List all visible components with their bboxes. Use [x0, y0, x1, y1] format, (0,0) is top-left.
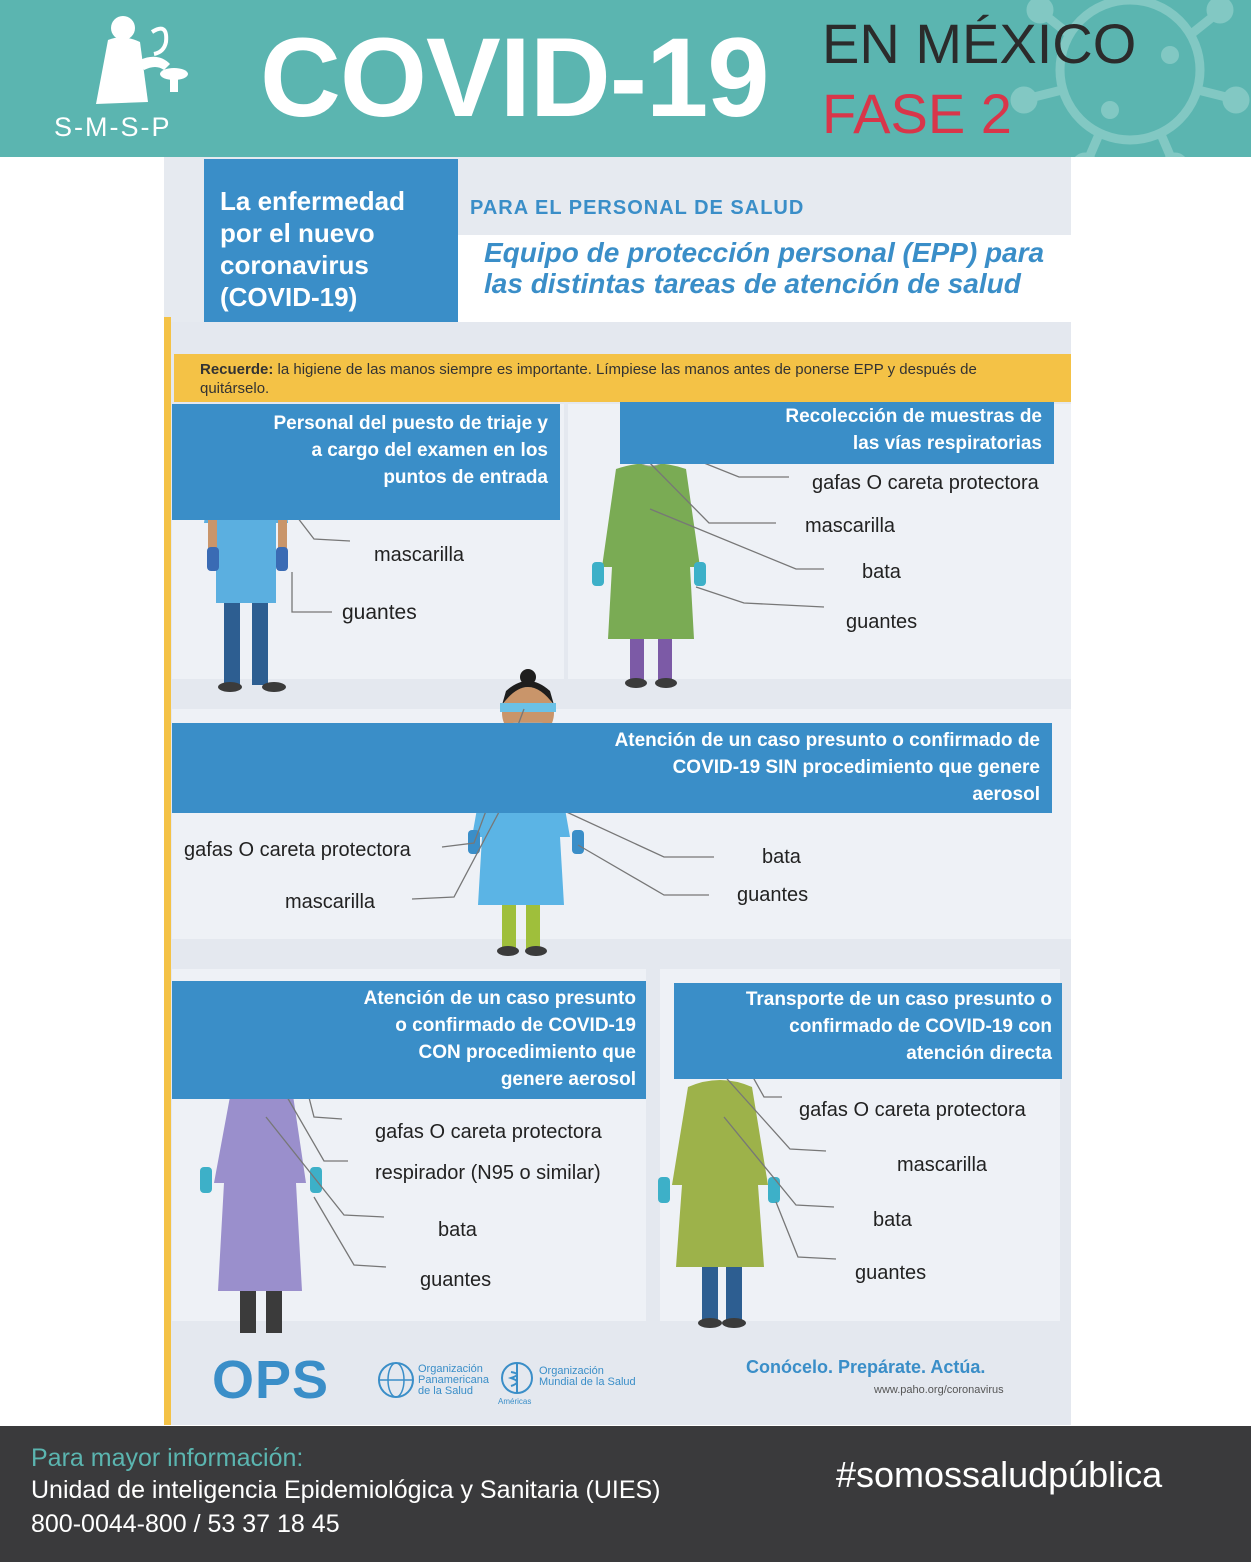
reminder-text: la higiene de las manos siempre es importante. Límpiese las manos antes de ponerse EPP y después de quitárselo. [200, 361, 977, 397]
no-aerosol-label-goggles: gafas O careta protectora [184, 839, 411, 861]
footer [0, 1426, 1251, 1562]
poster-subtitle: Equipo de protección personal (EPP) para las distintas tareas de atención de salud [484, 237, 1045, 299]
transport-title: Transporte de un caso presunto o confirmado de COVID-19 con atención directa [674, 983, 1062, 1079]
samples-label-gown: bata [862, 561, 901, 583]
aerosol-label-respirator: respirador (N95 o similar) [375, 1162, 601, 1184]
samples-label-mask: mascarilla [805, 515, 896, 537]
footer-hashtag: #somossaludpública [836, 1454, 1163, 1495]
aerosol-title: Atención de un caso presunto o confirmado de COVID-19 CON procedimiento que genere aerosol [172, 981, 646, 1099]
triage-label-mask: mascarilla [374, 544, 465, 566]
footer-info-label: Para mayor información: [31, 1444, 304, 1472]
smsp-logo-text: S-M-S-P [54, 112, 172, 142]
no-aerosol-label-mask: mascarilla [285, 891, 376, 913]
reminder-bold: Recuerde: [200, 361, 274, 378]
no-aerosol-label-gown: bata [762, 846, 801, 868]
transport-label-mask: mascarilla [897, 1154, 988, 1176]
footer-phone-numbers: 800-0044-800 / 53 37 18 45 [31, 1510, 340, 1538]
transport-label-gown: bata [873, 1209, 912, 1231]
samples-label-goggles: gafas O careta protectora [812, 472, 1039, 494]
aerosol-label-gloves: guantes [420, 1269, 492, 1291]
aerosol-label-goggles: gafas O careta protectora [375, 1121, 602, 1143]
who-emblem-icon [498, 1360, 536, 1396]
left-stripe [164, 317, 171, 1425]
aerosol-label-gown: bata [438, 1219, 477, 1241]
ops-logo: OPS [212, 1350, 330, 1410]
footer-unit-name: Unidad de inteligencia Epidemiológica y Sanitaria (UIES) [31, 1476, 661, 1504]
triage-label-gloves: guantes [342, 601, 417, 624]
no-aerosol-label-gloves: guantes [737, 884, 809, 906]
paho-url[interactable]: www.paho.org/coronavirus [874, 1384, 1004, 1396]
ppe-poster [164, 157, 1071, 1425]
paho-globe-icon [376, 1360, 416, 1400]
header [0, 0, 1251, 157]
smsp-logo-icon [78, 12, 198, 110]
transport-label-gloves: guantes [855, 1262, 927, 1284]
samples-label-gloves: guantes [846, 611, 918, 633]
triage-title: Personal del puesto de triaje y a cargo del examen en los puntos de entrada [172, 404, 560, 520]
country-title: EN MÉXICO [822, 12, 1137, 75]
transport-label-goggles: gafas O careta protectora [799, 1099, 1026, 1121]
samples-title: Recolección de muestras de las vías respiratorias [620, 402, 1054, 464]
who-region: Américas [498, 1397, 532, 1406]
no-aerosol-title: Atención de un caso presunto o confirmado de COVID-19 SIN procedimiento que genere aerosol [172, 723, 1052, 813]
reminder-banner [174, 354, 1071, 402]
who-name: Organización Mundial de la Salud [539, 1365, 636, 1388]
intro-box: La enfermedad por el nuevo coronavirus (COVID-19) [204, 159, 458, 322]
main-title: COVID-19 [260, 15, 769, 140]
kicker-text: PARA EL PERSONAL DE SALUD [470, 197, 805, 219]
paho-name: Organización Panamericana de la Salud [418, 1363, 489, 1397]
phase-title: FASE 2 [822, 82, 1012, 145]
slogan: Conócelo. Prepárate. Actúa. [746, 1357, 986, 1377]
